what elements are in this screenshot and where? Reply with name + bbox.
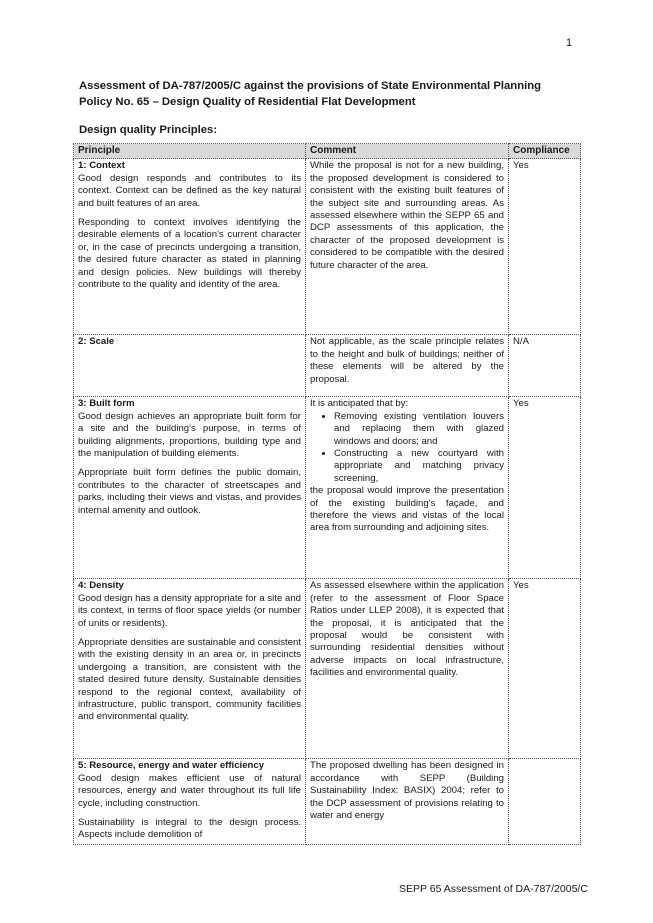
header-compliance: Compliance bbox=[509, 144, 581, 159]
principle-title: 4: Density bbox=[78, 580, 124, 592]
comment-bullet: • Constructing a new courtyard with appropriate and matching privacy screening, bbox=[334, 448, 504, 485]
document-title bbox=[79, 78, 584, 110]
principle-cell bbox=[74, 759, 306, 844]
comment-intro: It is anticipated that by: bbox=[310, 398, 409, 410]
header-comment: Comment bbox=[306, 144, 509, 159]
comment-cell bbox=[306, 759, 509, 844]
principle-cell bbox=[74, 579, 306, 759]
principle-cell bbox=[74, 335, 306, 397]
principle-text: Good design achieves an appropriate built form for a site and the building's purpose, in terms of building alignments, proportions, building type and the manipulation of building elements. bbox=[78, 410, 301, 460]
principle-cell bbox=[74, 397, 306, 579]
principle-text: Good design has a density appropriate for a site and its context, in terms of floor space yields (or number of units or residents). bbox=[78, 592, 301, 629]
comment-cell bbox=[306, 397, 509, 579]
comment-bullet: • Removing existing ventilation louvers and replacing them with glazed windows and doors; and bbox=[334, 411, 504, 448]
compliance-cell: Yes bbox=[509, 579, 581, 759]
comment-cell bbox=[306, 335, 509, 397]
principle-title: 5: Resource, energy and water efficiency bbox=[78, 760, 265, 772]
comment-text: The proposed dwelling has been designed in accordance with SEPP (Building Sustainability Index: BASIX) 2004; refer to the DCP assessment of provisions relating to water and energy bbox=[310, 760, 504, 822]
principle-text: Responding to context involves identifying the desirable elements of a location's current character or, in the case of precincts undergoing a transition, the desired future character as stated in planning and design policies. New buildings will thereby contribute to the quality and identity of the area. bbox=[78, 217, 301, 291]
table-row bbox=[74, 159, 581, 335]
header-principle: Principle bbox=[74, 144, 306, 159]
comment-text: As assessed elsewhere within the application (refer to the assessment of Floor Space Ratios under LLEP 2008), it is expected that the proposal, it is anticipated that the proposal would be consistent with surrounding residential densities without adverse impacts on local infrastructure, facilities and environmental quality. bbox=[310, 580, 504, 679]
assessment-table bbox=[73, 143, 581, 845]
table-row bbox=[74, 759, 581, 844]
section-heading: Design quality Principles: bbox=[79, 124, 218, 136]
table-row bbox=[74, 335, 581, 397]
principle-text: Appropriate built form defines the public domain, contributes to the character of streetscapes and parks, including their views and vistas, and provides internal amenity and outlook. bbox=[78, 467, 301, 516]
compliance-cell: Yes bbox=[509, 159, 581, 335]
principle-text: Appropriate densities are sustainable and consistent with the existing density in an area or, in precincts undergoing a transition, are consistent with the stated desired future density. Sustainable densities respond to the regional context, availability of infrastructure, public transport, community facilities and environmental quality. bbox=[78, 637, 301, 723]
principle-title: 2: Scale bbox=[78, 336, 115, 348]
table-row bbox=[74, 397, 581, 579]
table-header-row bbox=[74, 144, 581, 159]
title-line-2: Policy No. 65 – Design Quality of Residential Flat Development bbox=[79, 96, 416, 108]
comment-text: the proposal would improve the presentation of the existing building's façade, and therefore the views and vistas of the local area from surrounding and adjoining sites. bbox=[310, 485, 504, 534]
comment-bullet-list bbox=[310, 411, 504, 485]
compliance-cell: Yes bbox=[509, 397, 581, 579]
table-row bbox=[74, 579, 581, 759]
title-line-1: Assessment of DA-787/2005/C against the provisions of State Environmental Planning bbox=[79, 80, 542, 92]
principle-text: Good design responds and contributes to its context. Context can be defined as the key natural and built features of an area. bbox=[78, 172, 301, 209]
comment-cell bbox=[306, 159, 509, 335]
compliance-cell bbox=[509, 759, 581, 844]
page-footer: SEPP 65 Assessment of DA-787/2005/C bbox=[399, 883, 588, 895]
comment-text: While the proposal is not for a new building, the proposed development is considered to consistent with the existing built features of the subject site and surrounding areas. As assessed elsewhere within the SEPP 65 and DCP assessments of this application, the character of the proposed development is considered to be compatible with the desired future character of the area. bbox=[310, 160, 504, 271]
page-number: 1 bbox=[566, 37, 573, 49]
comment-text: Not applicable, as the scale principle relates to the height and bulk of buildings; neither of these elements will be altered by the proposal. bbox=[310, 336, 504, 385]
principle-text: Good design makes efficient use of natural resources, energy and water throughout its full life cycle, including construction. bbox=[78, 772, 301, 809]
principle-text: Sustainability is integral to the design process. Aspects include demolition of bbox=[78, 817, 301, 841]
comment-cell bbox=[306, 579, 509, 759]
compliance-cell: N/A bbox=[509, 335, 581, 397]
principle-cell bbox=[74, 159, 306, 335]
principle-title: 3: Built form bbox=[78, 398, 135, 410]
principle-title: 1: Context bbox=[78, 160, 125, 172]
